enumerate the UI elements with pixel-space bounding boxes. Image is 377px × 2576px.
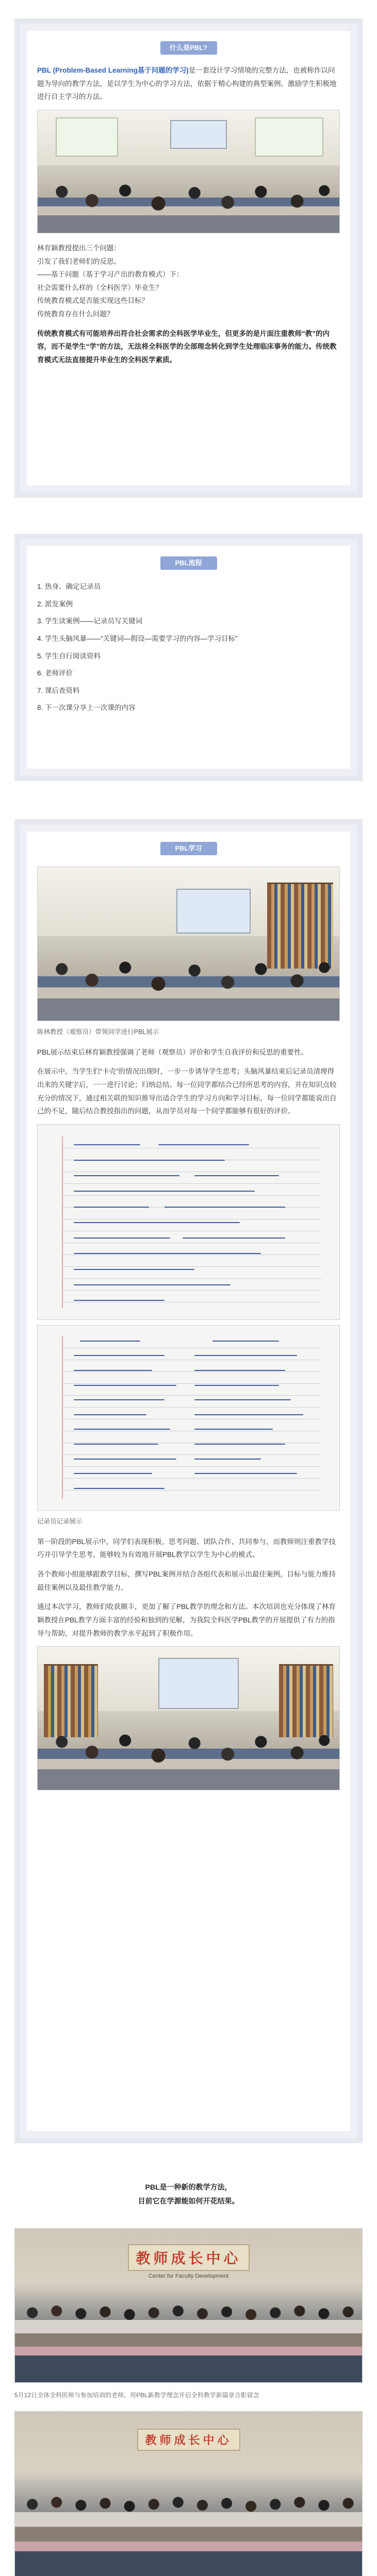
pbl-learning-card xyxy=(14,819,363,2143)
faculty-center-sign-2: 教师成长中心 xyxy=(137,2429,240,2451)
closing-line-1: PBL是一种新的教学方法， xyxy=(145,2183,232,2191)
questions-list xyxy=(37,242,340,321)
pbl-learning-content xyxy=(27,832,350,2131)
learning-paragraph-2: 在展示中，当学生们“卡壳”的情况出现时，一步一步诱导学生思考；头脑风暴结束后记录员清理得出来的关键字后，一一进行讨论；归纳总结。每一位同学都结合已经所思考的内容，并在知识点较充分的情况下，通过相关联的知识推导出适合学生的学习方向和学习目标，每一位同学都能说出自己的不足，随后结合教授指出的问题，从而学员对每一个同学都能够有很好的评价。 xyxy=(37,1067,337,1115)
group-photo-caption: 5月12日全体全科医师与参加培训的老师，用PBL新教学理念开启全科教学新篇章合影留念 xyxy=(14,2392,259,2399)
question-line: 传统教育存在什么问题？ xyxy=(37,310,114,318)
process-step: 6. 老师评价 xyxy=(37,669,73,677)
question-line: 社会需要什么样的（全科医学）毕业生？ xyxy=(37,283,162,292)
process-step: 5. 学生自行阅读资料 xyxy=(37,652,101,660)
pbl-definition-label: PBL (Problem-Based Learning基于问题的学习) xyxy=(37,66,189,74)
what-is-pbl-content xyxy=(27,31,350,485)
classroom-photo-1 xyxy=(37,110,340,233)
process-step: 2. 派发案例 xyxy=(37,600,73,608)
notebook-photo-1 xyxy=(37,1124,340,1320)
what-is-pbl-card xyxy=(14,19,363,498)
faculty-center-sign-en: Center for Faculty Development xyxy=(148,2273,229,2280)
classroom-photo-3 xyxy=(37,1646,340,1790)
section-title-what-is-pbl: 什么是PBL? xyxy=(160,41,217,55)
learning-paragraph-3: 第一阶段的PBL展示中，同学们表现积极，思考问题、团队合作、共同参与，而教师则注重教学技巧并引导学生思考，能够较为有效地开展PBL教学以学生为中心的模式。 xyxy=(37,1537,336,1559)
closing-statement xyxy=(14,2180,363,2208)
process-step: 3. 学生读案例——记录员写关键词 xyxy=(37,617,143,625)
photo-caption-1: 陈林教授（观察员）带领同学进行PBL展示 xyxy=(37,1028,159,1036)
closing-line-2: 目前它在学源能如何开花结果。 xyxy=(138,2196,239,2205)
learning-paragraph-1: PBL展示结束后林育颖教授强调了老师（观察员）评价和学生自我评价和反思的重要性。 xyxy=(37,1048,308,1056)
pbl-definition xyxy=(37,64,340,104)
process-step: 7. 课后查资料 xyxy=(37,686,80,694)
group-photo-1 xyxy=(14,2228,363,2383)
process-step: 8. 下一次课分享上一次课的内容 xyxy=(37,704,136,712)
notebook-photo-2 xyxy=(37,1325,340,1511)
process-step: 1. 热身、确定记录员 xyxy=(37,583,101,590)
pbl-process-content xyxy=(27,546,350,769)
summary-paragraph: 传统教育模式有可能培养出符合社会需求的全科医学毕业生，但更多的是片面注重教师“教”的内容，而不是学生“学”的方法，无法将全科医学的全部理念转化到学生处理临床事务的能力。传统教育模式无法直接提升毕业生的全科医学素质。 xyxy=(37,329,337,364)
question-line: 引发了我们老师们的反思。 xyxy=(37,257,121,265)
section-title-pbl-learning: PBL学习 xyxy=(160,842,217,855)
process-step: 4. 学生头脑风暴——“关键词—假设—需要学习的内容—学习目标” xyxy=(37,634,238,642)
group-photo-2 xyxy=(14,2411,363,2576)
pbl-process-card xyxy=(14,534,363,781)
classroom-photo-2 xyxy=(37,867,340,1021)
section-title-pbl-process: PBL流程 xyxy=(160,556,217,570)
pbl-definition-text: 是一套设计学习情境的完整方法，也被称作以问题为导向的教学方法，是以学生为中心的学习方法，依据于精心构建的典型案例，激励学生积极地进行自主学习的方法。 xyxy=(37,66,337,101)
faculty-center-sign: 教师成长中心 xyxy=(127,2244,249,2271)
question-line: ——基于问题（基于学习产出的教育模式）下： xyxy=(37,270,184,279)
learning-paragraph-4: 各个教师小组能够跟教学目标，撰写PBL案例并结合各组代表和展示出最佳案例，目标与能力维持最佳案例以及最佳教学能力。 xyxy=(37,1570,336,1591)
question-line: 林育颖教授提出三个问题： xyxy=(37,244,121,252)
learning-paragraph-5: 通过本次学习，教师们收获颇丰，更加了解了PBL教学的理念和方法。本次培训也充分体现了林育颖教授在PBL教学方面丰富的经验和独到的见解，为我院全科医学PBL教学的开展提供了有力的指导与帮助，对提升教师的教学水平起到了积极作用。 xyxy=(37,1603,336,1637)
question-line: 传统教育模式是否能实现这些目标？ xyxy=(37,297,149,305)
photo-caption-2: 记录员记录展示 xyxy=(37,1517,83,1525)
